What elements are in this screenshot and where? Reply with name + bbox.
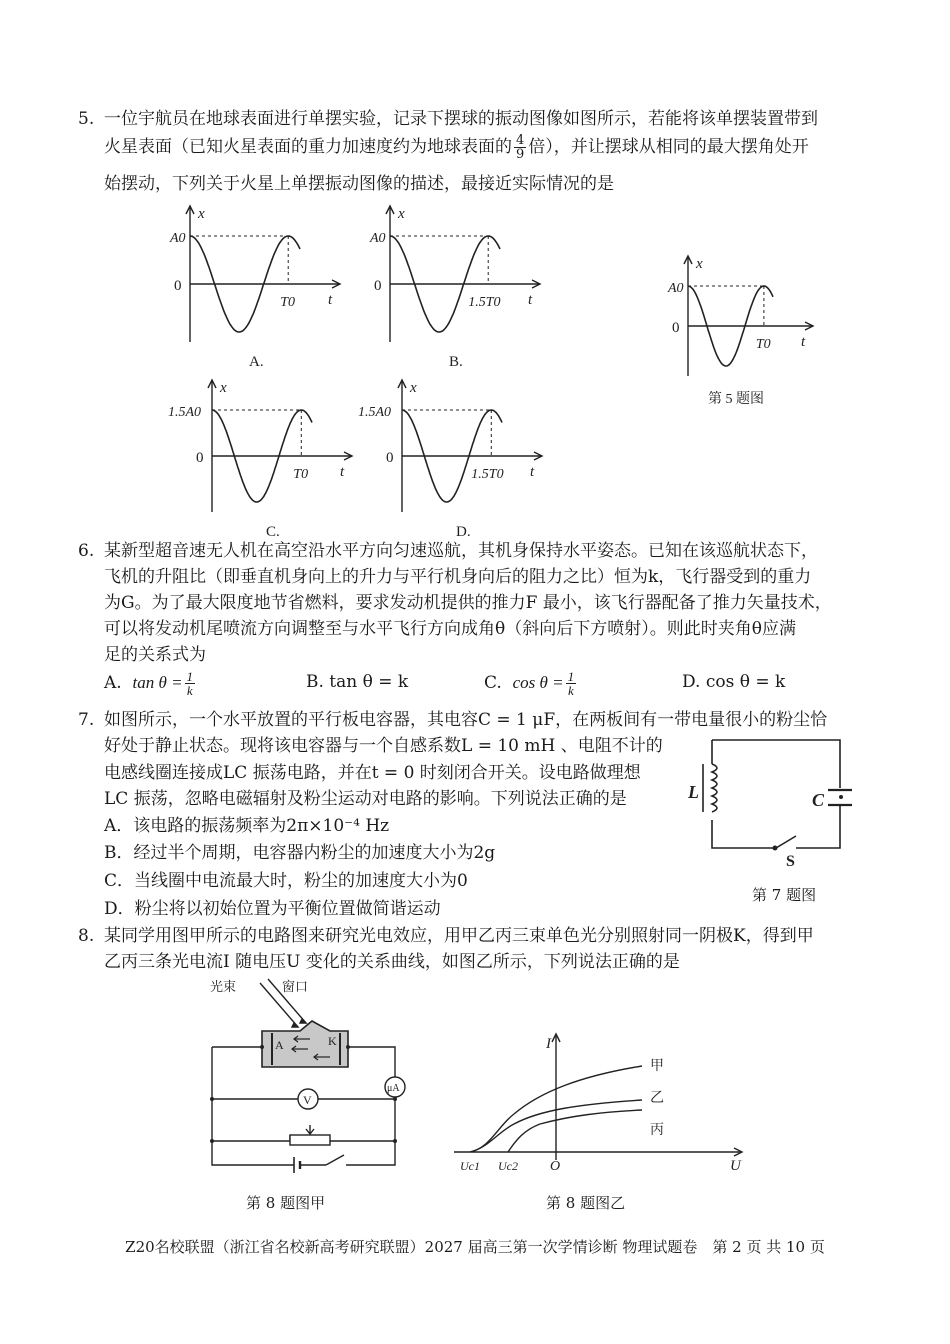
q5-graph-b-amp-label: A0: [370, 231, 386, 246]
q8-label-ammeter: μA: [387, 1083, 400, 1094]
q6-text-line3: 为G。为了最大限度地节省燃料，要求发动机提供的推力F 最小，该飞行器配备了推力矢量技术，: [104, 593, 832, 613]
q5-number: 5.: [78, 109, 95, 129]
q5-graph-b-option-label: B.: [449, 354, 463, 370]
q5-graph-d-t-label: t: [530, 464, 535, 480]
q8-label-U: U: [730, 1158, 741, 1174]
q5-graph-ref-amp-label: A0: [668, 281, 684, 296]
q7-text-line4: LC 振荡，忽略电磁辐射及粉尘运动对电路的影响。下列说法正确的是: [104, 789, 627, 809]
q5-text-line2a: 火星表面（已知火星表面的重力加速度约为地球表面的: [104, 137, 512, 157]
q5-graph-d-amp-label: 1.5A0: [358, 405, 392, 420]
q8-label-beam: 光束: [210, 979, 237, 994]
q8-label-uc2: Uc2: [498, 1159, 518, 1173]
q6-option-a[interactable]: [104, 670, 197, 697]
q8-curve-bing: [508, 1110, 642, 1152]
q5-graph-a-origin-label: 0: [174, 278, 182, 294]
q5-graph-d-x-label: x: [410, 380, 417, 396]
q8-text-line1: 某同学用图甲所示的电路图来研究光电效应，用甲乙丙三束单色光分别照射同一阴极K，得到甲: [104, 926, 814, 946]
q7-text-line1: 如图所示，一个水平放置的平行板电容器，其电容C = 1 μF，在两板间有一带电量很小的粉尘恰: [104, 710, 828, 730]
q7-option-b[interactable]: B．经过半个周期，电容器内粉尘的加速度大小为2g: [104, 843, 496, 863]
q7-wire-bottom-left: [712, 820, 774, 848]
q6-option-a-numerator: 1: [186, 669, 194, 684]
q8-label-cathode: K: [328, 1034, 337, 1048]
q6-option-b[interactable]: B. tan θ = k: [306, 672, 409, 692]
q6-option-c[interactable]: [484, 670, 578, 697]
q8-iu-curve-figure: [450, 1030, 750, 1180]
q5-graph-c-x-label: x: [220, 380, 227, 396]
q7-text-line3: 电感线圈连接成LC 振荡电路，并在t = 0 时刻闭合开关。设电路做理想: [104, 763, 641, 783]
q7-option-a[interactable]: A．该电路的振荡频率为2π×10⁻⁴ Hz: [104, 816, 390, 836]
q5-graph-b-period-label: 1.5T0: [468, 295, 501, 310]
q5-graph-ref-period-label: T0: [755, 337, 771, 352]
q8-figure1-caption: 第 8 题图甲: [246, 1194, 326, 1212]
q8-label-yi: 乙: [650, 1091, 664, 1106]
q5-graph-ref-origin-label: 0: [672, 320, 680, 336]
q6-option-a-fraction: [185, 670, 196, 697]
q8-label-anode: A: [275, 1038, 284, 1052]
q8-figure2-caption: 第 8 题图乙: [546, 1194, 626, 1212]
q5-graph-d-origin-label: 0: [386, 450, 394, 466]
q8-text-line2: 乙丙三条光电流I 随电压U 变化的关系曲线，如图乙所示，下列说法正确的是: [104, 952, 680, 972]
q5-graph-a-x-label: x: [198, 206, 205, 222]
q8-label-origin: O: [550, 1159, 561, 1174]
q5-graph-c-origin-label: 0: [196, 450, 204, 466]
q7-lc-circuit-figure: [690, 730, 870, 870]
q6-option-c-numerator: 1: [567, 669, 575, 684]
q7-option-c[interactable]: C．当线圈中电流最大时，粉尘的加速度大小为0: [104, 871, 468, 891]
q7-text-line2: 好处于静止状态。现将该电容器与一个自感系数L = 10 mH 、电阻不计的: [104, 736, 663, 756]
q7-number: 7.: [78, 710, 95, 730]
q8-label-window: 窗口: [282, 979, 309, 994]
q6-text-line2: 飞机的升阻比（即垂直机身向上的升力与平行机身向后的阻力之比）恒为k，飞行器受到的重力: [104, 567, 812, 587]
q7-figure-caption: 第 7 题图: [752, 886, 817, 904]
q7-switch-contact: [773, 846, 778, 851]
q5-graph-c-period-label: T0: [293, 467, 309, 482]
q5-graph-b-x-label: x: [398, 206, 405, 222]
q6-text-line1: 某新型超音速无人机在高空沿水平方向匀速巡航，其机身保持水平姿态。已知在该巡航状态下，: [104, 541, 818, 561]
q5-text-line2b: 倍），并让摆球从相同的最大摆角处开: [528, 137, 809, 157]
q7-label-L: L: [688, 782, 699, 802]
q6-option-a-lhs: tan θ =: [132, 673, 183, 692]
q5-fraction-denominator: 9: [516, 147, 525, 162]
q7-switch-blade: [776, 836, 796, 848]
q5-graph-a-option-label: A.: [249, 354, 264, 370]
q5-graph-c-t-label: t: [340, 464, 345, 480]
q5-graph-b-t-label: t: [528, 292, 533, 308]
q5-reference-caption: 第 5 题图: [708, 392, 764, 407]
q8-rheostat: [290, 1135, 330, 1145]
q5-text-line1: 一位宇航员在地球表面进行单摆实验，记录下摆球的振动图像如图所示，若能将该单摆装置带到: [104, 109, 818, 129]
q5-graph-c-option-label: C.: [266, 524, 280, 540]
q8-label-uc1: Uc1: [460, 1159, 480, 1173]
q5-graph-a-t-label: t: [328, 292, 333, 308]
q8-label-jia: 甲: [650, 1059, 664, 1074]
q6-text-line5: 足的关系式为: [104, 645, 206, 665]
q8-number: 8.: [78, 926, 95, 946]
q5-graph-a-amp-label: A0: [170, 231, 186, 246]
q5-graph-b-origin-label: 0: [374, 278, 382, 294]
q6-option-a-label: A.: [104, 673, 122, 693]
q8-label-I: I: [546, 1036, 551, 1052]
q5-graph-c-amp-label: 1.5A0: [168, 405, 202, 420]
q7-label-C: C: [812, 790, 825, 810]
q8-label-bing: 丙: [650, 1123, 664, 1138]
q5-fraction-numerator: 4: [516, 133, 525, 148]
q7-wire-top: [712, 740, 840, 788]
q6-text-line4: 可以将发动机尾喷流方向调整至与水平飞行方向成角θ（斜向后下方喷射）。则此时夹角θ应满: [104, 619, 796, 639]
q5-graph-a-period-label: T0: [280, 295, 296, 310]
q6-option-c-fraction: [566, 670, 577, 697]
q8-switch-blade: [326, 1155, 344, 1165]
q6-option-c-denominator: k: [567, 683, 574, 698]
q5-graph-ref-x-label: x: [696, 256, 703, 272]
q5-text-line3: 始摆动，下列关于火星上单摆振动图像的描述，最接近实际情况的是: [104, 174, 614, 194]
q7-option-d[interactable]: D．粉尘将以初始位置为平衡位置做简谐运动: [104, 899, 441, 919]
q7-wire-right-bottom: [796, 806, 840, 848]
q7-inductor-coil: [712, 764, 717, 812]
q5-graph-d-option-label: D.: [456, 524, 471, 540]
q8-photoelectric-circuit-figure: [190, 975, 430, 1185]
q6-option-c-label: C.: [484, 673, 502, 693]
q5-graph-ref-t-label: t: [801, 334, 806, 350]
q6-option-d[interactable]: D. cos θ = k: [682, 672, 786, 692]
q6-option-a-denominator: k: [186, 683, 193, 698]
q6-option-c-lhs: cos θ =: [512, 673, 564, 692]
page-footer: Z20名校联盟（浙江省名校新高考研究联盟）2027 届高三第一次学情诊断 物理试题卷 第 2 页 共 10 页: [125, 1238, 825, 1256]
q5-graph-d-period-label: 1.5T0: [471, 467, 504, 482]
q7-label-S: S: [786, 853, 795, 870]
q7-dust-particle: [839, 795, 843, 799]
q6-number: 6.: [78, 541, 95, 561]
q8-label-voltmeter: V: [303, 1093, 312, 1107]
